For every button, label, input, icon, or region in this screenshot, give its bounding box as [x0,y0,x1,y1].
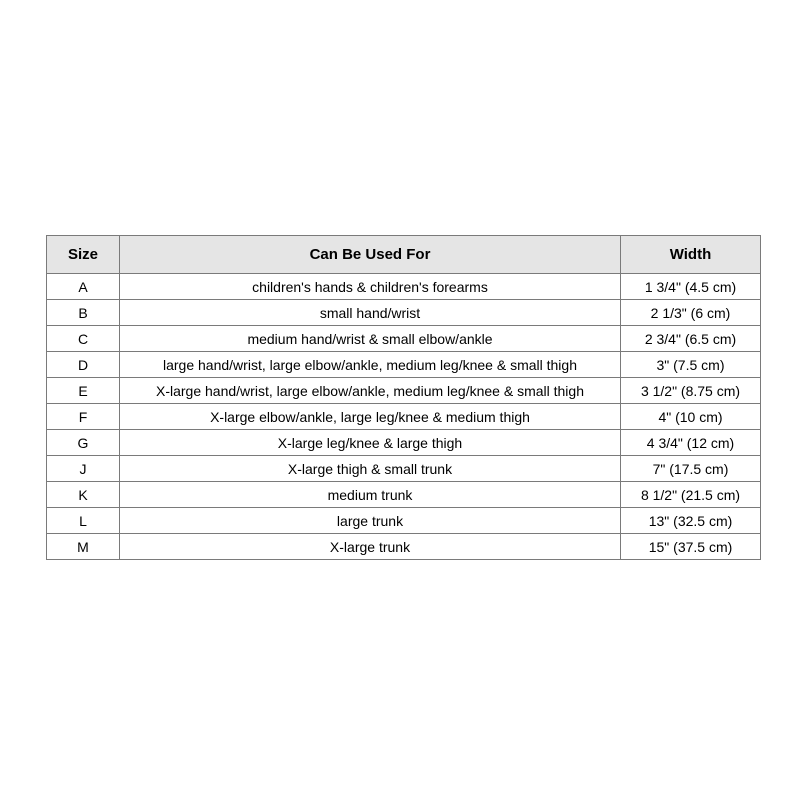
cell-size: E [47,378,120,404]
cell-width: 2 1/3" (6 cm) [621,300,761,326]
cell-size: F [47,404,120,430]
table-row [47,378,761,404]
table-row [47,430,761,456]
cell-size: B [47,300,120,326]
cell-width: 4 3/4" (12 cm) [621,430,761,456]
table-row [47,482,761,508]
cell-use: children's hands & children's forearms [120,274,621,300]
table-row [47,352,761,378]
cell-size: L [47,508,120,534]
table-row [47,456,761,482]
size-table [46,235,761,560]
table-row [47,326,761,352]
header-can-be-used-for: Can Be Used For [120,236,621,274]
header-size: Size [47,236,120,274]
cell-use: large trunk [120,508,621,534]
cell-width: 8 1/2" (21.5 cm) [621,482,761,508]
header-width: Width [621,236,761,274]
cell-use: X-large thigh & small trunk [120,456,621,482]
cell-use: X-large hand/wrist, large elbow/ankle, medium leg/knee & small thigh [120,378,621,404]
table-header-row [47,236,761,274]
cell-use: X-large leg/knee & large thigh [120,430,621,456]
cell-size: D [47,352,120,378]
cell-width: 3" (7.5 cm) [621,352,761,378]
cell-width: 15" (37.5 cm) [621,534,761,560]
cell-width: 4" (10 cm) [621,404,761,430]
table-row [47,274,761,300]
cell-size: K [47,482,120,508]
cell-width: 2 3/4" (6.5 cm) [621,326,761,352]
cell-width: 7" (17.5 cm) [621,456,761,482]
cell-use: large hand/wrist, large elbow/ankle, medium leg/knee & small thigh [120,352,621,378]
table-row [47,508,761,534]
cell-size: C [47,326,120,352]
cell-width: 1 3/4" (4.5 cm) [621,274,761,300]
cell-use: medium hand/wrist & small elbow/ankle [120,326,621,352]
table-row [47,404,761,430]
cell-width: 13" (32.5 cm) [621,508,761,534]
cell-width: 3 1/2" (8.75 cm) [621,378,761,404]
table-row [47,300,761,326]
cell-size: G [47,430,120,456]
cell-use: X-large elbow/ankle, large leg/knee & medium thigh [120,404,621,430]
table-row [47,534,761,560]
cell-use: medium trunk [120,482,621,508]
cell-size: A [47,274,120,300]
cell-use: small hand/wrist [120,300,621,326]
size-chart [46,235,760,560]
cell-size: M [47,534,120,560]
cell-size: J [47,456,120,482]
cell-use: X-large trunk [120,534,621,560]
